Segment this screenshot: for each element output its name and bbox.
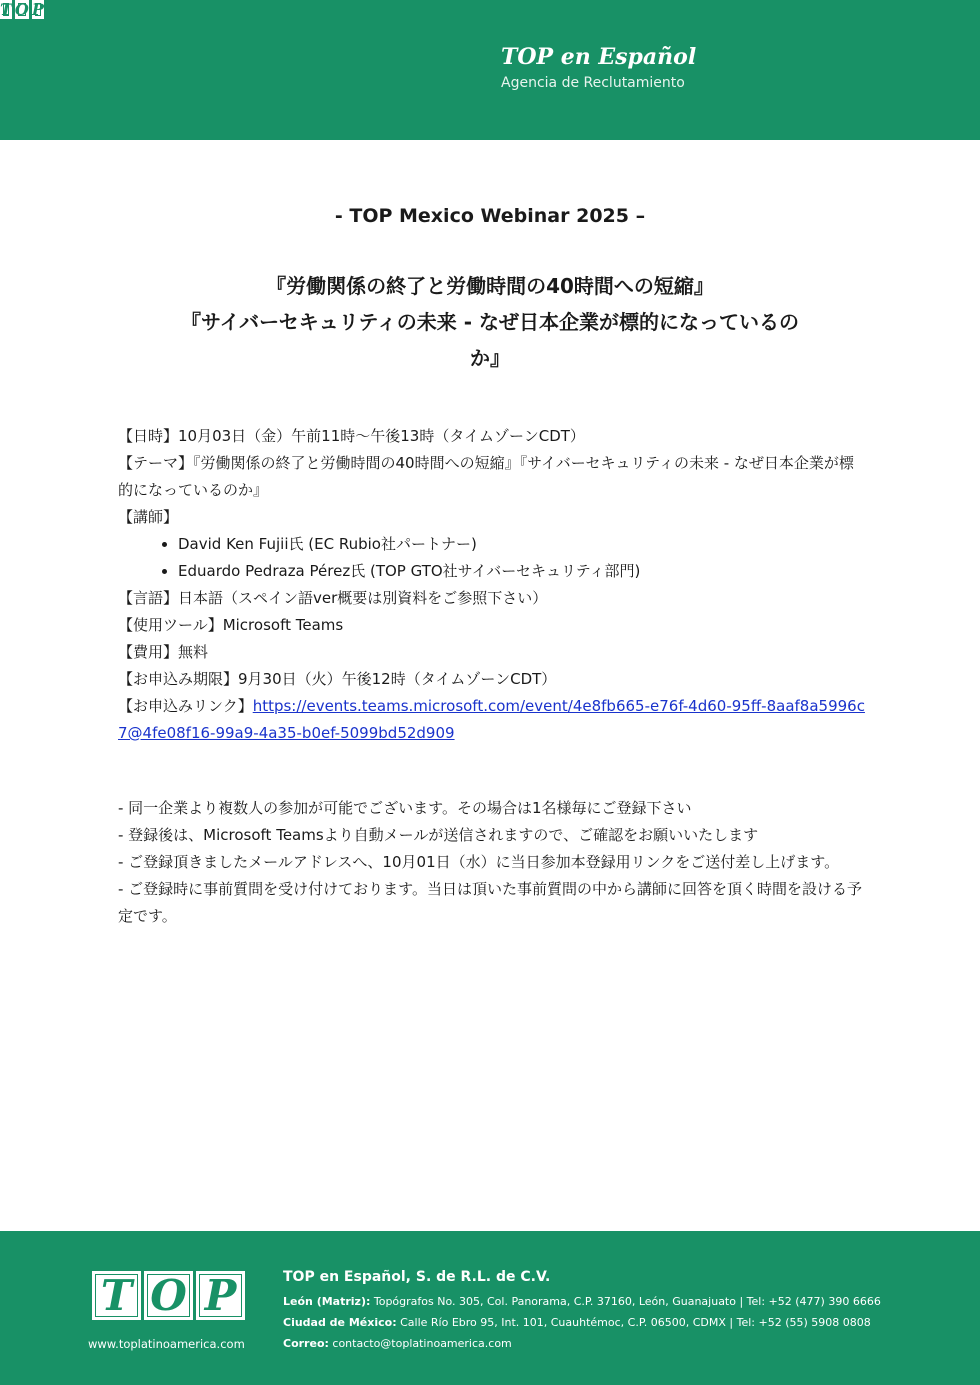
company-name: TOP en Español, S. de R.L. de C.V.: [283, 1269, 551, 1285]
main-title: [130, 268, 850, 376]
main-title-line: 『労働関係の終了と労働時間の40時間への短縮』: [266, 274, 714, 298]
footer-logo: [92, 1271, 245, 1320]
leon-address: Topógrafos No. 305, Col. Panorama, C.P. 37160, León, Guanajuato | Tel: +52 (477) 390 6666: [370, 1295, 881, 1308]
brand-subtitle: Agencia de Reclutamiento: [501, 75, 685, 91]
logo-letter-p: P: [196, 1271, 245, 1320]
detail-link: [118, 693, 868, 747]
cdmx-address: Calle Río Ebro 95, Int. 101, Cuauhtémoc, C.P. 06500, CDMX | Tel: +52 (55) 5908 0808: [396, 1316, 871, 1329]
detail-deadline: 【お申込み期限】9月30日（火）午後12時（タイムゾーンCDT）: [118, 670, 557, 688]
note-item: - 同一企業より複数人の参加が可能でございます。その場合は1名様毎にご登録下さい: [118, 799, 692, 817]
logo-letter-t: T: [0, 0, 12, 19]
detail-fee: 【費用】無料: [118, 643, 209, 661]
leon-label: León (Matriz):: [283, 1295, 371, 1308]
cdmx-label: Ciudad de México:: [283, 1316, 397, 1329]
email-address[interactable]: contacto@toplatinoamerica.com: [328, 1337, 512, 1350]
email-label: Correo:: [283, 1337, 329, 1350]
logo-letter-p: P: [31, 0, 44, 19]
footer-website[interactable]: www.toplatinoamerica.com: [88, 1337, 245, 1351]
detail-tool: 【使用ツール】Microsoft Teams: [118, 616, 344, 634]
footer-address-leon: [283, 1295, 881, 1308]
speaker-item: • Eduardo Pedraza Pérez氏 (TOP GTO社サイバーセキュリティ部門): [178, 558, 868, 585]
speaker-item: • David Ken Fujii氏 (EC Rubio社パートナー): [178, 531, 868, 558]
main-title-line: 『サイバーセキュリティの未来 - なぜ日本企業が標的になっているの: [180, 310, 800, 334]
note-item: - ご登録時に事前質問を受け付けております。当日は頂いた事前質問の中から講師に回答を頂く時間を設ける予定です。: [118, 880, 862, 925]
registration-link[interactable]: https://events.teams.microsoft.com/event/4e8fb665-e76f-4d60-95ff-8aaf8a5996c7@4fe08f16-99a9-4a35-b0ef-5099bd52d909: [118, 697, 865, 742]
webinar-title: - TOP Mexico Webinar 2025 –: [334, 205, 646, 227]
detail-theme: 【テーマ】『労働関係の終了と労働時間の40時間への短縮』『サイバーセキュリティの未来 - なぜ日本企業が標的になっているのか』: [118, 454, 854, 499]
notes: [118, 795, 868, 930]
detail-language: 【言語】日本語（スペイン語ver概要は別資料をご参照下さい）: [118, 589, 548, 607]
footer-email: [283, 1337, 512, 1350]
logo-letter-o: O: [14, 0, 29, 19]
main-title-line: か』: [470, 346, 510, 370]
logo-letter-t: T: [92, 1271, 141, 1320]
speaker-list: [118, 531, 868, 585]
detail-speakers-label: 【講師】: [118, 508, 179, 526]
event-details: [118, 423, 868, 747]
footer-address-cdmx: [283, 1316, 871, 1329]
detail-datetime: 【日時】10月03日（金）午前11時～午後13時（タイムゾーンCDT）: [118, 427, 585, 445]
note-item: - 登録後は、Microsoft Teamsより自動メールが送信されますので、ご確認をお願いいたします: [118, 826, 759, 844]
detail-link-label: 【お申込みリンク】: [118, 697, 253, 715]
brand-title: TOP en Español: [501, 44, 697, 70]
header-logo: [0, 0, 44, 19]
logo-letter-o: O: [144, 1271, 193, 1320]
note-item: - ご登録頂きましたメールアドレスへ、10月01日（水）に当日参加本登録用リンクをご送付差し上げます。: [118, 853, 840, 871]
header-banner: [0, 0, 980, 140]
